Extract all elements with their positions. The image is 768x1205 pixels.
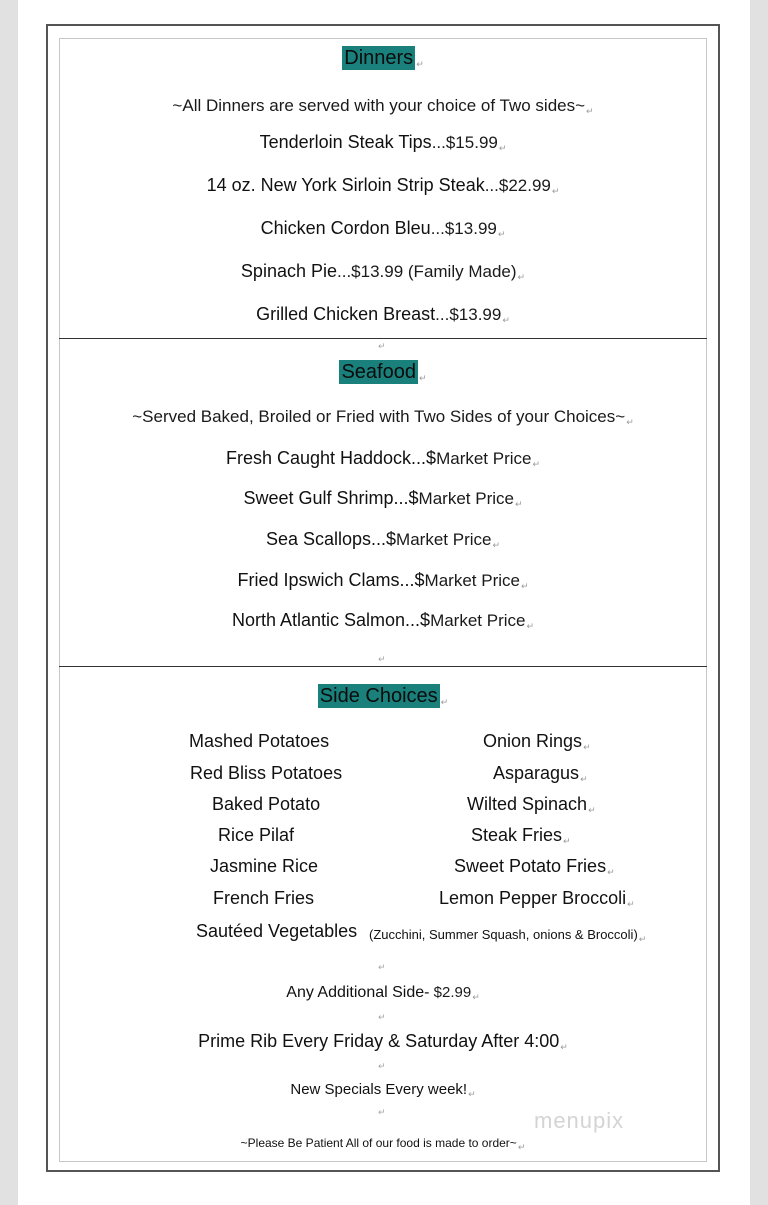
dinner-item-price: ...$22.99: [484, 176, 551, 195]
dinners-subtitle: ~All Dinners are served with your choice of Two sides~: [172, 96, 586, 115]
side-left-item: Mashed Potatoes: [189, 731, 330, 751]
additional-side-row: [59, 985, 707, 1002]
paragraph-mark: ↵: [520, 581, 529, 591]
side-right-item: Onion Rings: [483, 731, 583, 751]
seafood-item-name: Sea Scallops...$: [265, 529, 397, 549]
dinners-heading-row: [59, 48, 707, 69]
seafood-item-price: Market Price: [424, 571, 520, 590]
prime-rib-row: [59, 1032, 707, 1052]
side-left-item: Rice Pilaf: [218, 825, 295, 845]
additional-side-label: Any Additional Side-: [286, 984, 430, 1001]
dinner-item-name: Chicken Cordon Bleu: [260, 218, 431, 238]
seafood-item-price: Market Price: [436, 449, 532, 468]
vegetables-note-row: [369, 928, 646, 944]
dinner-item-price: ...$13.99: [430, 219, 497, 238]
side-left-item: Sautéed Vegetables: [196, 921, 358, 941]
paragraph-mark: ↵: [526, 621, 535, 631]
seafood-item: [59, 611, 707, 631]
paragraph-mark: ↵: [532, 459, 541, 469]
dinner-item-price: ...$13.99: [435, 305, 502, 324]
side-right-item: Asparagus: [493, 763, 580, 783]
paragraph-mark: ↵: [418, 373, 427, 383]
dinner-item-name: Spinach Pie: [240, 261, 337, 281]
side-left-item: Baked Potato: [212, 794, 321, 814]
side-right-row: [439, 889, 635, 909]
seafood-item-name: North Atlantic Salmon...$: [231, 610, 431, 630]
side-right-item: Steak Fries: [471, 825, 563, 845]
paragraph-mark: ↵: [560, 1042, 568, 1052]
seafood-item: [59, 530, 707, 550]
dinner-item-name: Tenderloin Steak Tips: [259, 132, 432, 152]
patience-note: ~Please Be Patient All of our food is made to order~: [240, 1136, 517, 1150]
seafood-item: [59, 449, 707, 469]
sides-heading: Side Choices: [319, 685, 438, 707]
paragraph-mark: ↵: [514, 499, 523, 509]
paragraph-mark: ↵: [378, 1107, 386, 1117]
dinner-item-name: Grilled Chicken Breast: [256, 304, 436, 324]
seafood-subtitle-row: [59, 408, 707, 427]
seafood-item-price: Market Price: [396, 530, 492, 549]
paragraph-mark: ↵: [378, 341, 386, 351]
dinner-item-name: 14 oz. New York Sirloin Strip Steak: [206, 175, 485, 195]
vegetables-note: (Zucchini, Summer Squash, onions & Broccoli): [369, 927, 638, 942]
dinners-subtitle-row: [59, 97, 707, 116]
seafood-item-name: Sweet Gulf Shrimp...$: [243, 488, 419, 508]
paragraph-mark: ↵: [517, 272, 526, 282]
seafood-item: [59, 571, 707, 591]
paragraph-mark: ↵: [627, 899, 635, 909]
dinner-item: [59, 262, 707, 282]
seafood-heading-row: [59, 362, 707, 383]
seafood-item: [59, 489, 707, 509]
seafood-item-name: Fried Ipswich Clams...$: [237, 570, 425, 590]
sides-heading-row: [59, 686, 707, 707]
paragraph-mark: ↵: [583, 742, 591, 752]
paragraph-mark: ↵: [498, 143, 507, 153]
paragraph-mark: ↵: [440, 697, 449, 707]
paragraph-mark: ↵: [607, 867, 615, 877]
side-right-row: [493, 764, 588, 784]
paragraph-mark: ↵: [468, 1089, 476, 1099]
side-right-item: Lemon Pepper Broccoli: [439, 888, 627, 908]
section-divider: [59, 338, 707, 339]
dinners-heading: Dinners: [344, 47, 414, 69]
paragraph-mark: ↵: [588, 805, 596, 815]
paragraph-mark: ↵: [551, 186, 560, 196]
side-left-item: Jasmine Rice: [210, 856, 319, 876]
paragraph-mark: ↵: [517, 1142, 526, 1152]
side-right-row: [454, 857, 615, 877]
paragraph-mark: ↵: [378, 1012, 386, 1022]
side-right-row: [467, 795, 596, 815]
paragraph-mark: ↵: [580, 774, 588, 784]
paragraph-mark: ↵: [563, 836, 571, 846]
dinner-item: [59, 176, 707, 196]
seafood-heading: Seafood: [341, 361, 416, 383]
prime-rib-note: Prime Rib Every Friday & Saturday After 4:00: [198, 1031, 560, 1051]
side-right-row: [483, 732, 591, 752]
seafood-item-price: Market Price: [418, 489, 514, 508]
dinner-item: [59, 305, 707, 325]
specials-row: [59, 1082, 707, 1099]
side-left-item: French Fries: [213, 888, 315, 908]
patience-row: [59, 1137, 707, 1152]
paragraph-mark: ↵: [378, 962, 386, 972]
dinner-item-price: ...$15.99: [431, 133, 498, 152]
dinner-item: [59, 219, 707, 239]
seafood-subtitle: ~Served Baked, Broiled or Fried with Two Sides of your Choices~: [132, 407, 626, 426]
paragraph-mark: ↵: [492, 540, 501, 550]
additional-side-price: $2.99: [429, 984, 472, 1001]
dinner-item-price: ...$13.99: [337, 262, 404, 281]
side-right-item: Wilted Spinach: [467, 794, 588, 814]
paragraph-mark: ↵: [502, 315, 510, 325]
paragraph-mark: ↵: [638, 934, 647, 944]
paragraph-mark: ↵: [378, 654, 386, 664]
dinner-item-note: (Family Made): [403, 262, 517, 281]
specials-note: New Specials Every week!: [290, 1081, 468, 1098]
side-left-item: Red Bliss Potatoes: [190, 763, 343, 783]
side-right-row: [471, 826, 571, 846]
seafood-item-name: Fresh Caught Haddock...$: [225, 448, 437, 468]
paragraph-mark: ↵: [472, 992, 480, 1002]
paragraph-mark: ↵: [416, 59, 424, 69]
dinner-item: [59, 133, 707, 153]
paragraph-mark: ↵: [586, 106, 594, 116]
paragraph-mark: ↵: [626, 417, 634, 427]
seafood-item-price: Market Price: [430, 611, 526, 630]
menupix-watermark: menupix: [534, 1108, 625, 1133]
paragraph-mark: ↵: [378, 1061, 386, 1071]
section-divider: [59, 666, 707, 667]
paragraph-mark: ↵: [497, 229, 506, 239]
side-right-item: Sweet Potato Fries: [454, 856, 607, 876]
